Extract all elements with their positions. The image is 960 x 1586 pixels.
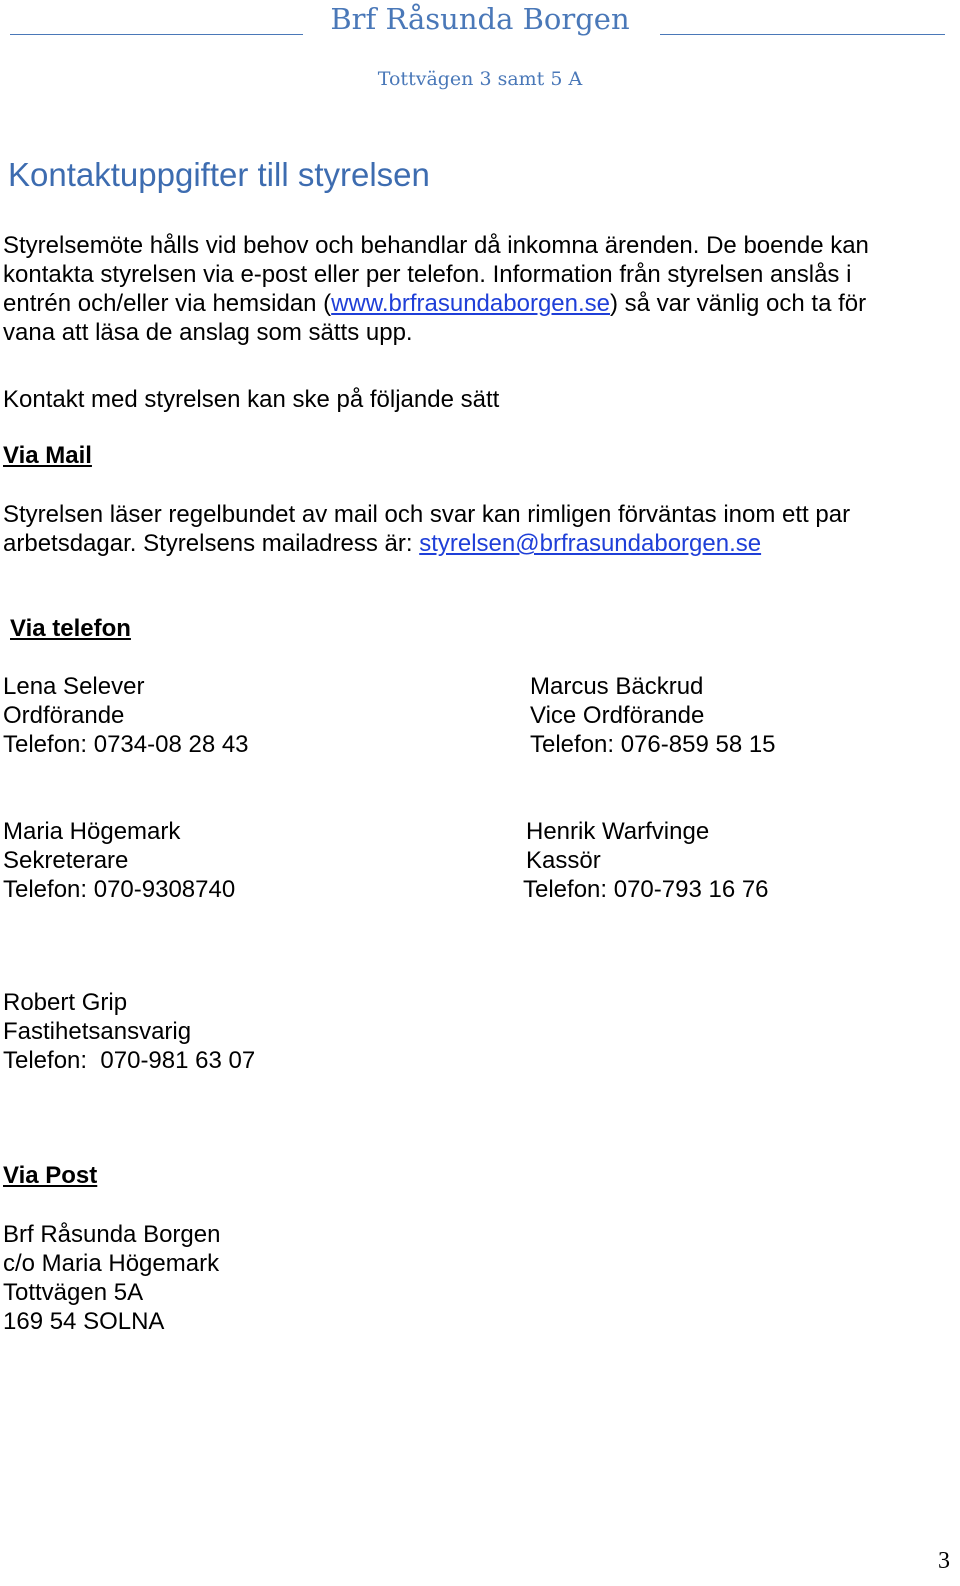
contact-intro: Kontakt med styrelsen kan ske på följande sätt [3, 386, 500, 413]
contact-phone: Telefon: 0734-08 28 43 [3, 731, 249, 758]
via-mail-paragraph [3, 500, 923, 558]
contact-card [3, 988, 255, 1075]
contact-name: Maria Högemark [3, 818, 181, 845]
header-subtitle: Tottvägen 3 samt 5 A [377, 68, 583, 90]
address-line: 169 54 SOLNA [3, 1308, 165, 1335]
contact-phone: Telefon: 070-9308740 [3, 876, 236, 903]
website-link[interactable]: www.brfrasundaborgen.se [331, 290, 610, 317]
contact-role: Kassör [526, 847, 601, 874]
via-telefon-heading: Via telefon [10, 615, 131, 642]
contact-role: Vice Ordförande [530, 702, 705, 729]
intro-text-before: Styrelsemöte hålls vid behov och behandlar då inkomna ärenden. De boende kan kontakta styrelsen via e-post eller per telefon. Information från styrelsen anslås i entrén och/eller via hemsidan ( [3, 232, 869, 317]
contact-name: Robert Grip [3, 989, 128, 1016]
email-link[interactable]: styrelsen@brfrasundaborgen.se [419, 530, 762, 557]
contact-role: Sekreterare [3, 847, 129, 874]
contact-phone: Telefon: 070-981 63 07 [3, 1047, 256, 1074]
page-title: Kontaktuppgifter till styrelsen [8, 156, 430, 193]
intro-paragraph [3, 231, 923, 347]
contact-role: Ordförande [3, 702, 125, 729]
contact-role: Fastihetsansvarig [3, 1018, 192, 1045]
address-line: Brf Råsunda Borgen [3, 1221, 221, 1248]
via-mail-heading: Via Mail [3, 442, 92, 469]
contact-card [523, 817, 769, 904]
contact-card [3, 672, 249, 759]
contact-phone: Telefon: 076-859 58 15 [530, 731, 776, 758]
contact-phone: Telefon: 070-793 16 76 [523, 876, 769, 903]
intro-text-after: ) så var vänlig och ta för vana att läsa de anslag som sätts upp. [3, 290, 867, 346]
address-line: c/o Maria Högemark [3, 1250, 220, 1277]
contact-name: Henrik Warfvinge [526, 818, 710, 845]
contact-card [3, 817, 235, 904]
address-line: Tottvägen 5A [3, 1279, 144, 1306]
contact-card [530, 672, 776, 759]
via-post-heading: Via Post [3, 1162, 98, 1189]
via-mail-text: Styrelsen läser regelbundet av mail och svar kan rimligen förväntas inom ett par arbetsdagar. Styrelsens mailadress är: [3, 501, 851, 557]
contact-name: Lena Selever [3, 673, 145, 700]
contact-name: Marcus Bäckrud [530, 673, 704, 700]
header-title: Brf Råsunda Borgen [330, 2, 630, 36]
postal-address [3, 1220, 220, 1336]
page-number: 3 [938, 1548, 950, 1574]
